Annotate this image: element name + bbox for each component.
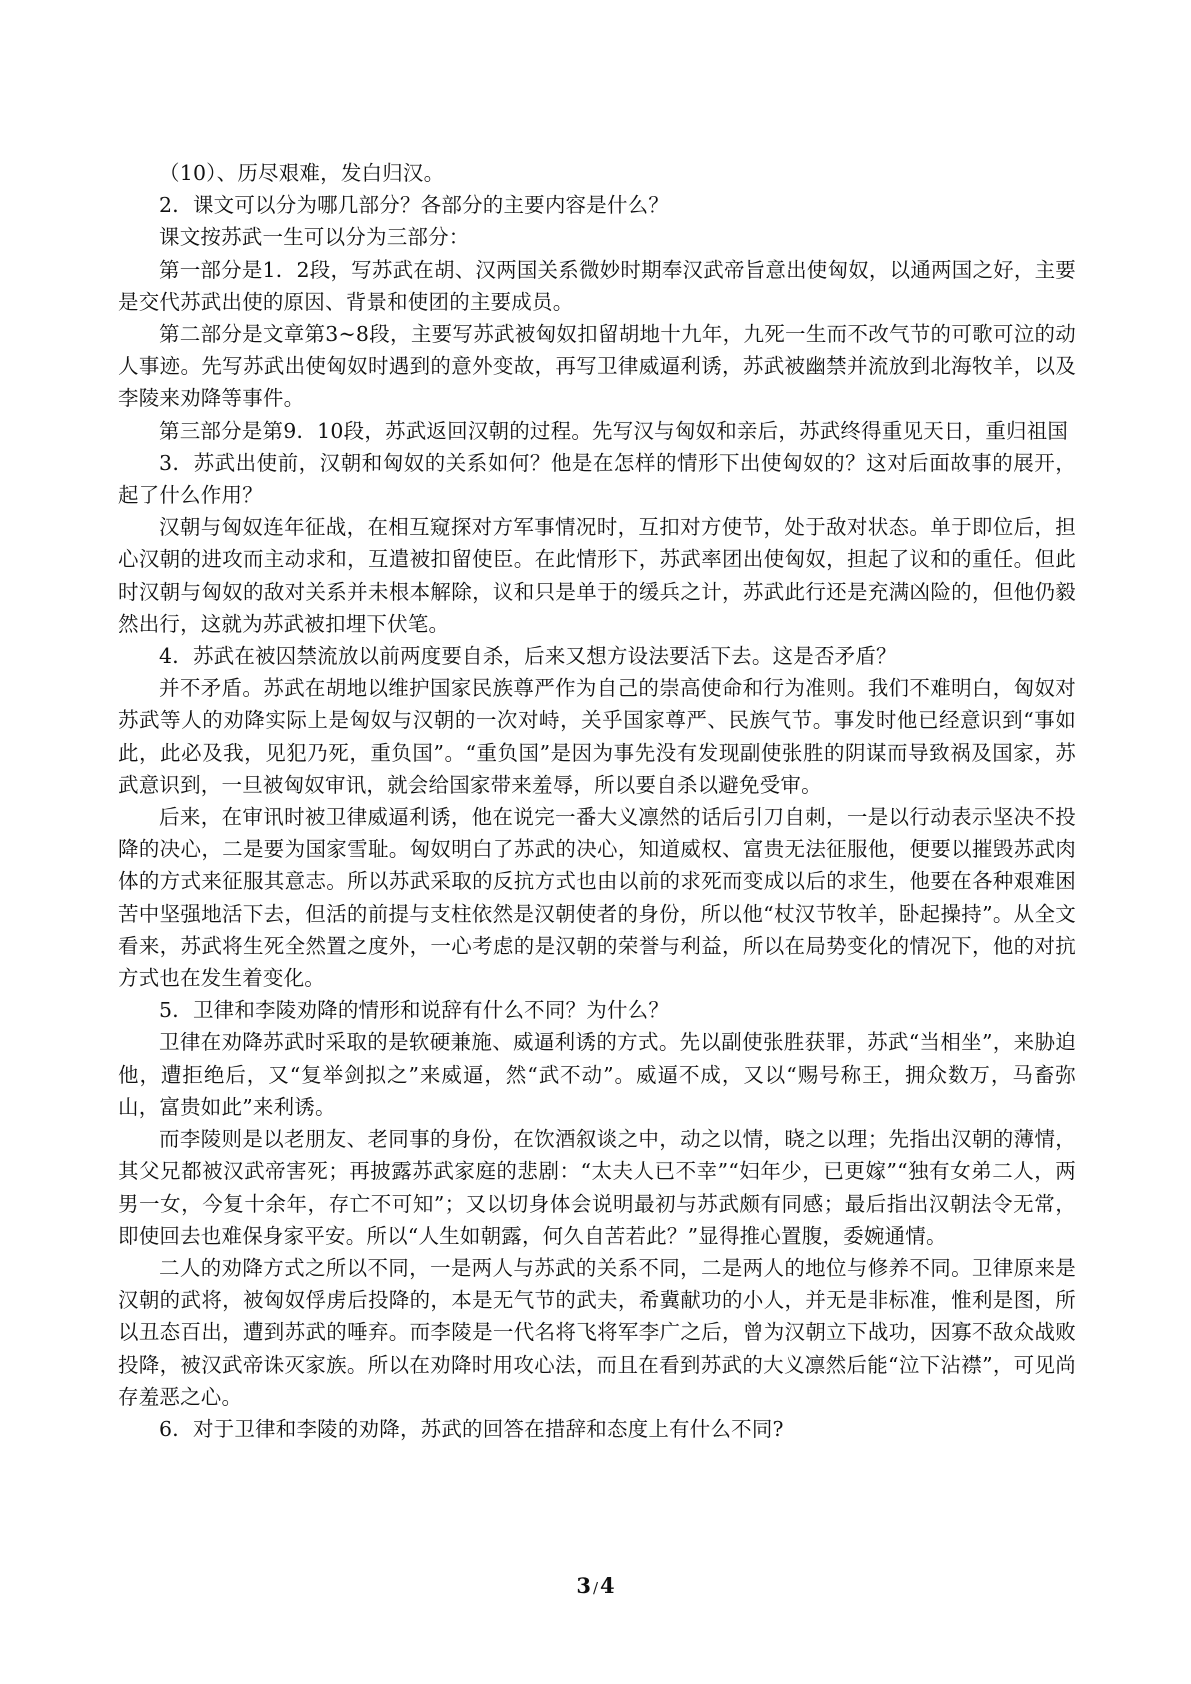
question-heading: 4．苏武在被囚禁流放以前两度要自杀，后来又想方设法要活下去。这是否矛盾？ — [159, 644, 897, 669]
paragraph: 课文按苏武一生可以分为三部分： — [159, 225, 470, 250]
page-separator: / — [592, 1579, 599, 1597]
question-heading: 3．苏武出使前，汉朝和匈奴的关系如何？他是在怎样的情形下出使匈奴的？这对后面故事的展开，起了什么作用？ — [118, 450, 1076, 508]
page-number — [0, 1573, 1191, 1598]
document-body — [118, 157, 1076, 1445]
paragraph: 而李陵则是以老朋友、老同事的身份，在饮酒叙谈之中，动之以情，晓之以理；先指出汉朝的薄情，其父兄都被汉武帝害死；再披露苏武家庭的悲剧：“太夫人已不幸”“妇年少，已更嫁”“独有女弟二人，两男一女，今复十余年，存亡不可知”；又以切身体会说明最初与苏武颇有同感；最后指出汉朝法令无常，即使回去也难保身家平安。所以“人生如朝露，何久自苦若此？”显得推心置腹，委婉通情。 — [118, 1127, 1076, 1248]
paragraph: 汉朝与匈奴连年征战，在相互窥探对方军事情况时，互扣对方使节，处于敌对状态。单于即位后，担心汉朝的进攻而主动求和，互遣被扣留使臣。在此情形下，苏武率团出使匈奴，担起了议和的重任。但此时汉朝与匈奴的敌对关系并未根本解除，议和只是单于的缓兵之计，苏武此行还是充满凶险的，但他仍毅然出行，这就为苏武被扣埋下伏笔。 — [118, 515, 1076, 636]
paragraph: 后来，在审讯时被卫律威逼利诱，他在说完一番大义凛然的话后引刀自刺，一是以行动表示坚决不投降的决心，二是要为国家雪耻。匈奴明白了苏武的决心，知道威权、富贵无法征服他，便要以摧毁苏武肉体的方式来征服其意志。所以苏武采取的反抗方式也由以前的求死而变成以后的求生，他要在各种艰难困苦中坚强地活下去，但活的前提与支柱依然是汉朝使者的身份，所以他“杖汉节牧羊，卧起操持”。从全文看来，苏武将生死全然置之度外，一心考虑的是汉朝的荣誉与利益，所以在局势变化的情况下，他的对抗方式也在发生着变化。 — [118, 805, 1076, 991]
question-heading: 2．课文可以分为哪几部分？各部分的主要内容是什么？ — [159, 193, 670, 218]
question-heading: 6．对于卫律和李陵的劝降，苏武的回答在措辞和态度上有什么不同? — [159, 1416, 784, 1441]
paragraph: 二人的劝降方式之所以不同，一是两人与苏武的关系不同，二是两人的地位与修养不同。卫律原来是汉朝的武将，被匈奴俘虏后投降的，本是无气节的武夫，希冀献功的小人，并无是非标准，惟利是图，所以丑态百出，遭到苏武的唾弃。而李陵是一代名将飞将军李广之后，曾为汉朝立下战功，因寡不敌众战败投降，被汉武帝诛灭家族。所以在劝降时用攻心法，而且在看到苏武的大义凛然后能“泣下沾襟”，可见尚存羞恶之心。 — [118, 1255, 1076, 1409]
current-page: 3 — [576, 1573, 591, 1598]
question-heading: 5．卫律和李陵劝降的情形和说辞有什么不同？为什么？ — [159, 998, 670, 1023]
paragraph: 卫律在劝降苏武时采取的是软硬兼施、威逼利诱的方式。先以副使张胜获罪，苏武“当相坐”，来胁迫他，遭拒绝后，又“复举剑拟之”来威逼，然“武不动”。威逼不成，又以“赐号称王，拥众数万，马畜弥山，富贵如此”来利诱。 — [118, 1030, 1076, 1119]
total-pages: 4 — [600, 1573, 615, 1598]
paragraph: 第三部分是第9．10段，苏武返回汉朝的过程。先写汉与匈奴和亲后，苏武终得重见天日，重归祖国 — [159, 418, 1069, 443]
paragraph: （10）、历尽艰难，发白归汉。 — [159, 161, 445, 185]
paragraph: 第一部分是1．2段，写苏武在胡、汉两国关系微妙时期奉汉武帝旨意出使匈奴，以通两国之好，主要是交代苏武出使的原因、背景和使团的主要成员。 — [118, 257, 1076, 314]
paragraph: 并不矛盾。苏武在胡地以维护国家民族尊严作为自己的崇高使命和行为准则。我们不难明白，匈奴对苏武等人的劝降实际上是匈奴与汉朝的一次对峙，关乎国家尊严、民族气节。事发时他已经意识到“事如此，此必及我，见犯乃死，重负国”。“重负国”是因为事先没有发现副使张胜的阴谋而导致祸及国家，苏武意识到，一旦被匈奴审讯，就会给国家带来羞辱，所以要自杀以避免受审。 — [118, 676, 1076, 797]
paragraph: 第二部分是文章第3~8段，主要写苏武被匈奴扣留胡地十九年，九死一生而不改气节的可歌可泣的动人事迹。先写苏武出使匈奴时遇到的意外变故，再写卫律威逼利诱，苏武被幽禁并流放到北海牧羊，以及李陵来劝降等事件。 — [118, 322, 1076, 411]
